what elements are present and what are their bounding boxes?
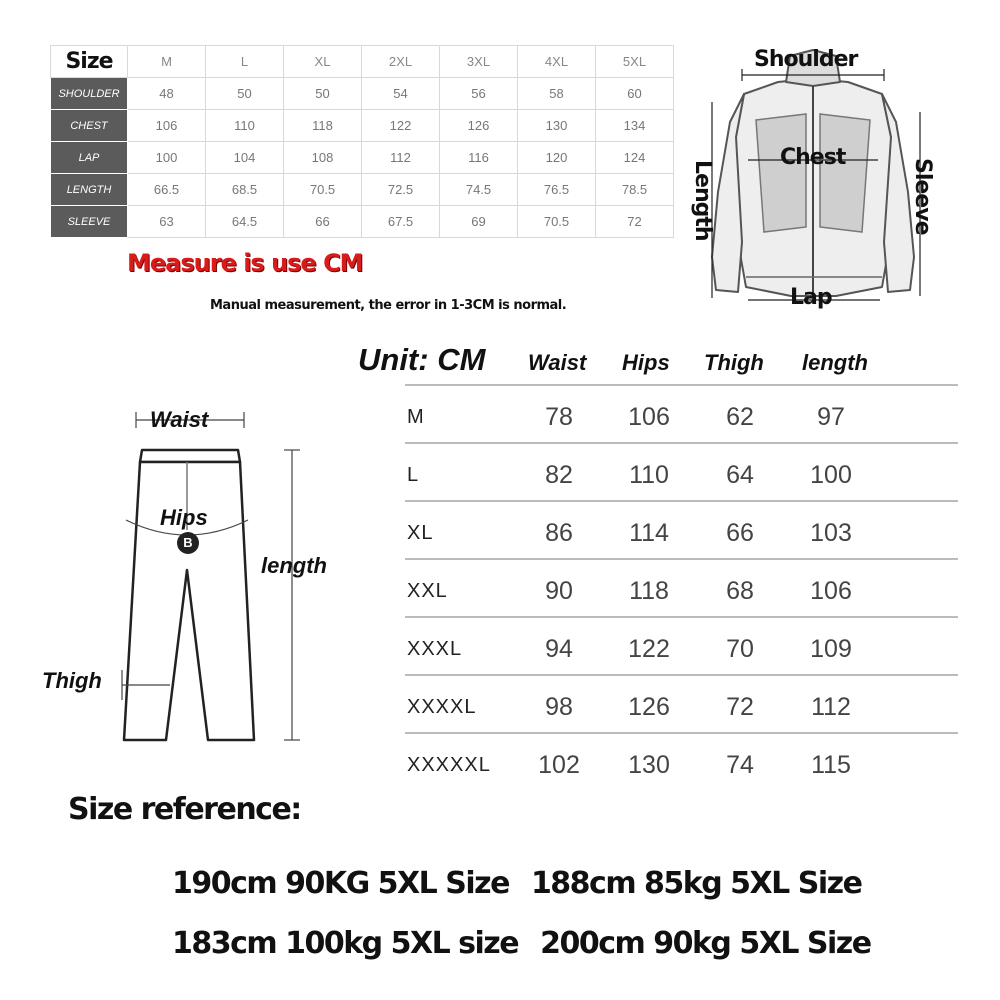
pants-value-thigh: 64 [726, 461, 754, 489]
pants-value-hips: 122 [628, 635, 670, 663]
pants-value-waist: 90 [545, 577, 573, 605]
pants-size: L [407, 464, 420, 486]
jacket-cell: 76.5 [518, 174, 596, 206]
jacket-cell: 122 [362, 110, 440, 142]
pants-value-hips: 118 [629, 577, 669, 605]
jacket-row-label: LAP [51, 142, 128, 174]
jacket-diagram [686, 42, 941, 312]
jacket-right-panel [820, 114, 870, 232]
pants-value-hips: 106 [628, 403, 670, 431]
jacket-size-col: 5XL [596, 46, 674, 78]
size-reference-entry: 190cm 90KG 5XL Size [172, 866, 509, 901]
jacket-cell: 116 [440, 142, 518, 174]
jacket-cell: 130 [518, 110, 596, 142]
jacket-label-length: Length [690, 160, 715, 241]
jacket-cell: 63 [128, 206, 206, 238]
pants-size: XXXXXL [407, 754, 491, 776]
pants-col-hips: Hips [622, 350, 670, 375]
jacket-size-col: 2XL [362, 46, 440, 78]
pants-value-length: 100 [810, 461, 852, 489]
pants-value-length: 112 [811, 693, 851, 721]
pants-row [405, 732, 958, 791]
pants-row [405, 558, 958, 617]
size-reference-entry: 188cm 85kg 5XL Size [530, 866, 862, 901]
jacket-cell: 104 [206, 142, 284, 174]
pants-value-hips: 110 [629, 461, 669, 489]
jacket-cell: 120 [518, 142, 596, 174]
jacket-cell: 134 [596, 110, 674, 142]
size-reference-entry: 183cm 100kg 5XL size [172, 926, 519, 961]
pants-row [405, 500, 958, 559]
jacket-row-label: SHOULDER [51, 78, 128, 110]
pants-value-waist: 98 [545, 693, 573, 721]
jacket-size-col: M [128, 46, 206, 78]
pants-label-thigh: Thigh [42, 668, 102, 693]
pants-col-thigh: Thigh [704, 350, 764, 375]
jacket-cell: 50 [206, 78, 284, 110]
jacket-size-col: 3XL [440, 46, 518, 78]
jacket-left-sleeve [712, 94, 744, 292]
jacket-size-table [50, 45, 674, 238]
pants-value-length: 106 [810, 577, 852, 605]
pants-col-length: length [802, 350, 868, 375]
jacket-cell: 72 [596, 206, 674, 238]
pants-value-waist: 82 [545, 461, 573, 489]
jacket-size-header-row [51, 46, 674, 78]
pants-size: XXXXL [407, 696, 477, 718]
jacket-label-sleeve: Sleeve [910, 158, 935, 235]
pants-outline [124, 462, 254, 740]
jacket-cell: 126 [440, 110, 518, 142]
size-reference-title: Size reference: [68, 792, 301, 827]
pants-size: XL [407, 522, 434, 544]
jacket-label-chest: Chest [780, 145, 846, 170]
pants-label-hips: Hips [160, 505, 208, 530]
jacket-cell: 106 [128, 110, 206, 142]
jacket-cell: 60 [596, 78, 674, 110]
pants-value-waist: 86 [545, 519, 573, 547]
jacket-row-length [51, 174, 674, 206]
measure-unit-note: Measure is use CM [127, 249, 363, 277]
pants-value-waist: 94 [545, 635, 573, 663]
jacket-row-chest [51, 110, 674, 142]
jacket-cell: 70.5 [518, 206, 596, 238]
pants-value-thigh: 72 [726, 693, 754, 721]
jacket-row-lap [51, 142, 674, 174]
pants-value-length: 109 [810, 635, 852, 663]
jacket-cell: 58 [518, 78, 596, 110]
pants-value-waist: 102 [538, 751, 580, 779]
pants-value-hips: 126 [628, 693, 670, 721]
pants-value-thigh: 68 [726, 577, 754, 605]
jacket-cell: 48 [128, 78, 206, 110]
jacket-cell: 68.5 [206, 174, 284, 206]
jacket-cell: 54 [362, 78, 440, 110]
pants-col-waist: Waist [528, 350, 587, 375]
jacket-cell: 112 [362, 142, 440, 174]
size-reference-line [172, 866, 861, 901]
jacket-row-sleeve [51, 206, 674, 238]
pants-unit-label: Unit: CM [358, 342, 486, 377]
jacket-label-shoulder: Shoulder [754, 47, 858, 72]
pants-waistband [140, 450, 240, 462]
jacket-cell: 108 [284, 142, 362, 174]
jacket-size-col: L [206, 46, 284, 78]
jacket-cell: 50 [284, 78, 362, 110]
jacket-cell: 64.5 [206, 206, 284, 238]
jacket-cell: 56 [440, 78, 518, 110]
jacket-cell: 78.5 [596, 174, 674, 206]
jacket-label-lap: Lap [790, 285, 832, 310]
jacket-cell: 110 [206, 110, 284, 142]
pants-label-length: length [261, 553, 327, 578]
pants-size: XXL [407, 580, 448, 602]
hips-point-marker: B [177, 532, 199, 554]
jacket-cell: 72.5 [362, 174, 440, 206]
jacket-cell: 74.5 [440, 174, 518, 206]
jacket-size-col: XL [284, 46, 362, 78]
pants-label-waist: Waist [150, 407, 209, 432]
jacket-left-panel [756, 114, 806, 232]
size-reference-line [172, 926, 871, 961]
jacket-row-shoulder [51, 78, 674, 110]
pants-value-thigh: 66 [726, 519, 754, 547]
pants-size: XXXL [407, 638, 463, 660]
pants-row [405, 384, 958, 443]
manual-measurement-note: Manual measurement, the error in 1-3CM is normal. [210, 298, 567, 313]
jacket-size-col: 4XL [518, 46, 596, 78]
jacket-cell: 124 [596, 142, 674, 174]
pants-value-length: 115 [811, 751, 851, 779]
size-reference-entry: 200cm 90kg 5XL Size [540, 926, 871, 961]
pants-row [405, 674, 958, 733]
pants-size: M [407, 406, 425, 428]
pants-value-length: 97 [817, 403, 845, 431]
jacket-cell: 67.5 [362, 206, 440, 238]
jacket-cell: 70.5 [284, 174, 362, 206]
pants-value-hips: 130 [628, 751, 670, 779]
jacket-cell: 69 [440, 206, 518, 238]
pants-value-hips: 114 [629, 519, 669, 547]
pants-value-thigh: 70 [726, 635, 754, 663]
jacket-row-label: SLEEVE [51, 206, 128, 238]
jacket-cell: 66.5 [128, 174, 206, 206]
jacket-cell: 66 [284, 206, 362, 238]
pants-value-length: 103 [810, 519, 852, 547]
pants-row [405, 616, 958, 675]
pants-value-thigh: 62 [726, 403, 754, 431]
jacket-cell: 100 [128, 142, 206, 174]
pants-value-thigh: 74 [726, 751, 754, 779]
jacket-row-label: LENGTH [51, 174, 128, 206]
jacket-table-corner-label: Size [51, 46, 128, 78]
pants-row [405, 442, 958, 501]
jacket-cell: 118 [284, 110, 362, 142]
pants-value-waist: 78 [545, 403, 573, 431]
jacket-row-label: CHEST [51, 110, 128, 142]
